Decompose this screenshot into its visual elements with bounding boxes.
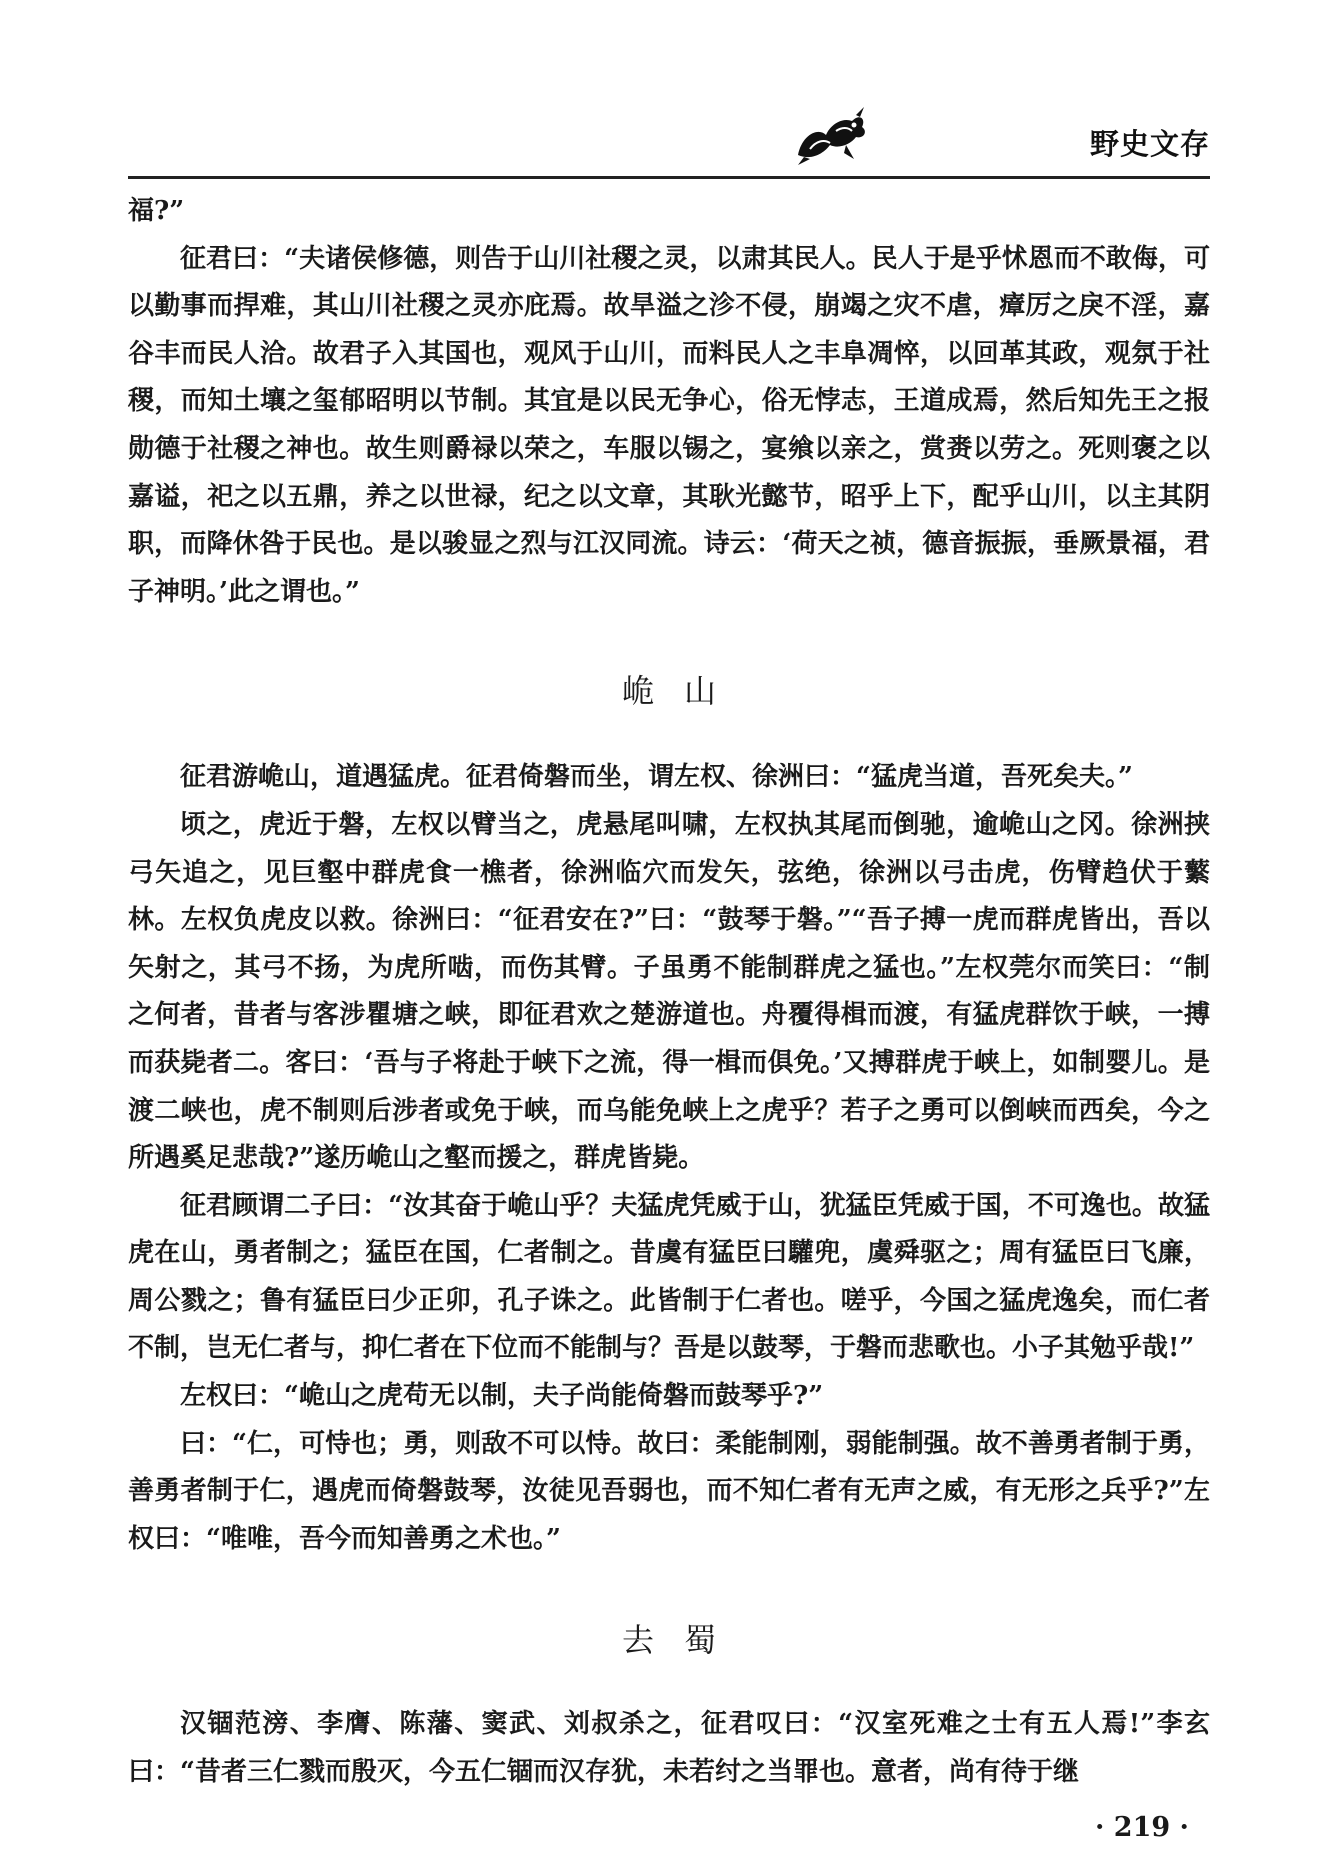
body-paragraph: 曰：“仁，可恃也；勇，则敌不可以恃。故曰：柔能制刚，弱能制强。故不善勇者制于勇，善勇者制于仁，遇虎而倚磐鼓琴，汝徒见吾弱也，而不知仁者有无声之威，有无形之兵乎?”左权曰：“唯唯，吾今而知善勇之术也。”	[128, 1428, 1210, 1554]
body-paragraph: 左权曰：“峗山之虎苟无以制，夫子尚能倚磐而鼓琴乎?”	[180, 1381, 824, 1412]
body-paragraph: 福?”	[128, 196, 185, 226]
page-number: · 219 ·	[1095, 1812, 1189, 1843]
body-paragraph: 汉锢范滂、李膺、陈藩、窦武、刘叔杀之，征君叹曰：“汉室死难之士有五人焉!”李玄曰：“昔者三仁戮而殷灭，今五仁锢而汉存犹，未若纣之当罪也。意者，尚有待于继	[128, 1709, 1210, 1788]
body-paragraph: 征君游峗山，道遇猛虎。征君倚磐而坐，谓左权、徐洲曰：“猛虎当道，吾死矣夫。”	[180, 762, 1133, 793]
header-rule	[128, 176, 1210, 179]
body-paragraph: 征君曰：“夫诸侯修德，则告于山川社稷之灵，以肃其民人。民人于是乎怵恩而不敢侮，可以勤事而捍难，其山川社稷之灵亦庇焉。故旱溢之沴不侵，崩竭之灾不虐，瘴厉之戾不淫，嘉谷丰而民人洽。故君子入其国也，观风于山川，而料民人之丰阜凋悴，以回革其政，观氛于社稷，而知土壤之玺郁昭明以节制。其宜是以民无争心，俗无悖志，王道成焉，然后知先王之报勋德于社稷之神也。故生则爵禄以荣之，车服以锡之，宴飨以亲之，赏赉以劳之。死则褒之以嘉谥，祀之以五鼎，养之以世禄，纪之以文章，其耿光懿节，昭乎上下，配乎山川，以主其阴职，而降休咎于民也。是以骏显之烈与江汉同流。诗云：‘荷天之祯，德音振振，垂厥景福，君子神明。’此之谓也。”	[128, 243, 1210, 607]
series-title: 野史文存	[1090, 127, 1211, 161]
section-heading: 去蜀	[621, 1621, 746, 1660]
body-paragraph: 征君顾谓二子曰：“汝其奋于峗山乎？夫猛虎凭威于山，犹猛臣凭威于国，不可逸也。故猛虎在山，勇者制之；猛臣在国，仁者制之。昔虞有猛臣曰驩兜，虞舜驱之；周有猛臣曰飞廉，周公戮之；鲁有猛臣曰少正卯，孔子诛之。此皆制于仁者也。嗟乎，今国之猛虎逸矣，而仁者不制，岂无仁者与，抑仁者在下位而不能制与？吾是以鼓琴，于磐而悲歌也。小子其勉乎哉!”	[128, 1190, 1210, 1364]
body-paragraph: 顷之，虎近于磐，左权以臂当之，虎悬尾叫啸，左权执其尾而倒驰，逾峗山之冈。徐洲挟弓矢追之，见巨壑中群虎食一樵者，徐洲临穴而发矢，弦绝，徐洲以弓击虎，伤臂趋伏于蘩林。左权负虎皮以救。徐洲曰：“征君安在?”曰：“鼓琴于磐。”“吾子搏一虎而群虎皆出，吾以矢射之，其弓不扬，为虎所啮，而伤其臂。子虽勇不能制群虎之猛也。”左权莞尔而笑曰：“制之何者，昔者与客涉瞿塘之峡，即征君欢之楚游道也。舟覆得楫而渡，有猛虎群饮于峡，一搏而获毙者二。客曰：‘吾与子将赴于峡下之流，得一楫而俱免。’又搏群虎于峡上，如制婴儿。是渡二峡也，虎不制则后涉者或免于峡，而乌能免峡上之虎乎？若子之勇可以倒峡而西矣，今之所遇奚足悲哉?”遂历峗山之壑而援之，群虎皆毙。	[128, 809, 1210, 1174]
page-header	[0, 0, 1323, 185]
page-body	[128, 188, 1210, 1797]
dragon-emblem-icon	[790, 105, 870, 167]
section-heading: 峗山	[621, 672, 746, 711]
